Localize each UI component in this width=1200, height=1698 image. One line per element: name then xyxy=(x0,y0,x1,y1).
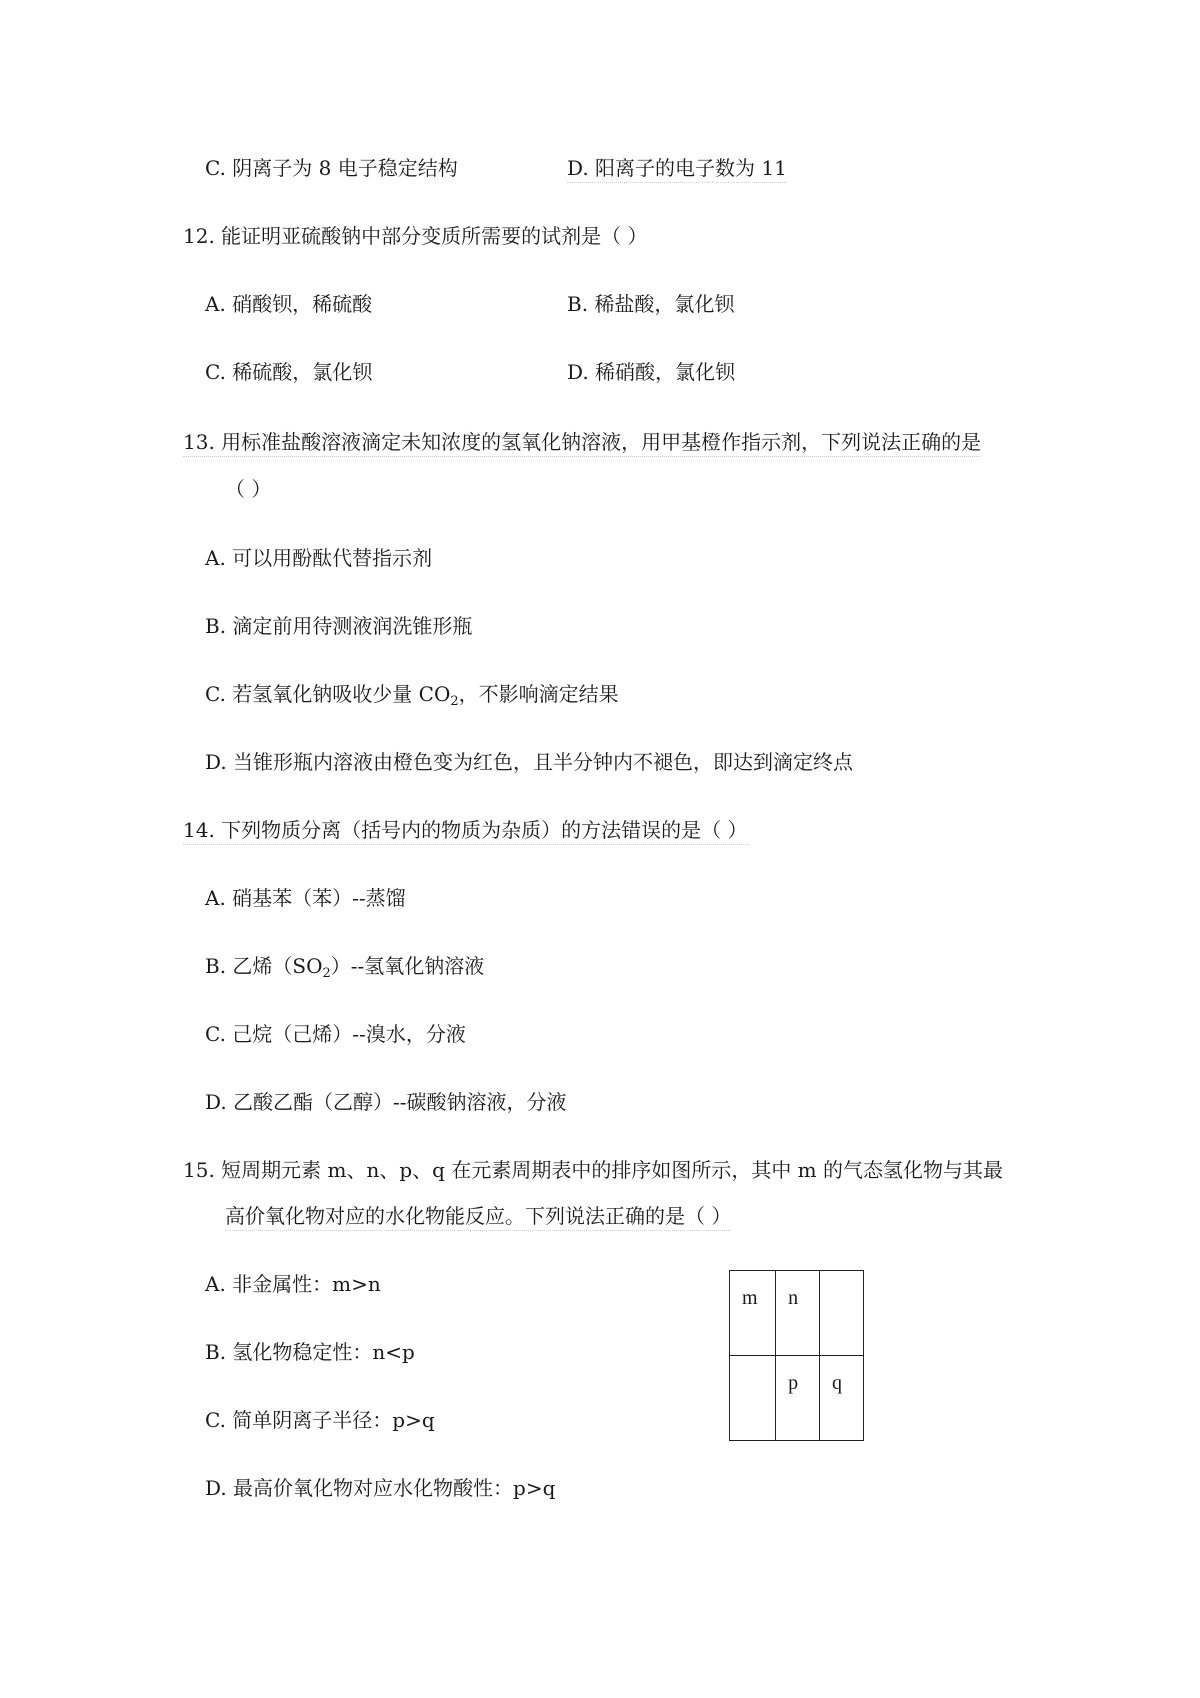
q13-stem-line1: 13. 用标准盐酸溶液滴定未知浓度的氢氧化钠溶液，用甲基橙作指示剂，下列说法正确的是 xyxy=(183,428,981,457)
q13-option-c-text: C. 若氢氧化钠吸收少量 CO xyxy=(205,682,451,706)
q14-option-a: A. 硝基苯（苯）--蒸馏 xyxy=(205,886,406,910)
periodic-table-figure xyxy=(729,1270,864,1441)
q12-option-d: D. 稀硝酸，氯化钡 xyxy=(567,360,736,384)
q13-option-d: D. 当锥形瓶内溶液由橙色变为红色，且半分钟内不褪色，即达到滴定终点 xyxy=(205,750,854,774)
q14-option-b xyxy=(205,952,484,988)
periodic-cell xyxy=(820,1271,864,1356)
q15-stem-line2: 高价氧化物对应的水化物能反应。下列说法正确的是（ ） xyxy=(225,1202,731,1231)
q15-stem-line1: 15. 短周期元素 m、n、p、q 在元素周期表中的排序如图所示，其中 m 的气态氢化物与其最 xyxy=(183,1158,1004,1182)
q13-option-b: B. 滴定前用待测液润洗锥形瓶 xyxy=(205,614,473,638)
q14-option-b-text-end: ）--氢氧化钠溶液 xyxy=(330,954,485,978)
q14-stem: 14. 下列物质分离（括号内的物质为杂质）的方法错误的是（ ） xyxy=(183,816,748,845)
periodic-cell: q xyxy=(820,1356,864,1441)
periodic-cell: n xyxy=(776,1271,820,1356)
periodic-table-row xyxy=(730,1356,864,1441)
q13-option-c xyxy=(205,680,619,716)
q13-option-c-subscript: 2 xyxy=(450,694,459,709)
periodic-cell: p xyxy=(776,1356,820,1441)
periodic-cell: m xyxy=(730,1271,776,1356)
q12-option-b: B. 稀盐酸，氯化钡 xyxy=(567,292,735,316)
q15-option-c: C. 简单阴离子半径：p>q xyxy=(205,1408,435,1432)
q11-option-c: C. 阴离子为 8 电子稳定结构 xyxy=(205,156,458,180)
q14-option-b-text: B. 乙烯（SO xyxy=(205,954,323,978)
periodic-cell xyxy=(730,1356,776,1441)
q13-option-a: A. 可以用酚酞代替指示剂 xyxy=(205,546,433,570)
q15-option-d: D. 最高价氧化物对应水化物酸性：p>q xyxy=(205,1476,556,1500)
q13-stem-line2: （ ） xyxy=(225,477,272,501)
q12-option-c: C. 稀硫酸，氯化钡 xyxy=(205,360,373,384)
q11-option-d: D. 阳离子的电子数为 11 xyxy=(567,154,787,183)
q15-option-a: A. 非金属性：m>n xyxy=(205,1272,381,1296)
q12-stem: 12. 能证明亚硫酸钠中部分变质所需要的试剂是（ ） xyxy=(183,224,648,248)
q14-option-c: C. 己烷（己烯）--溴水，分液 xyxy=(205,1022,466,1046)
q13-option-c-text-end: ，不影响滴定结果 xyxy=(458,682,619,706)
q15-option-b: B. 氢化物稳定性：n<p xyxy=(205,1340,415,1364)
q14-option-d: D. 乙酸乙酯（乙醇）--碳酸钠溶液，分液 xyxy=(205,1090,567,1114)
q12-option-a: A. 硝酸钡，稀硫酸 xyxy=(205,292,373,316)
periodic-table-row xyxy=(730,1271,864,1356)
q14-option-b-subscript: 2 xyxy=(322,966,331,981)
